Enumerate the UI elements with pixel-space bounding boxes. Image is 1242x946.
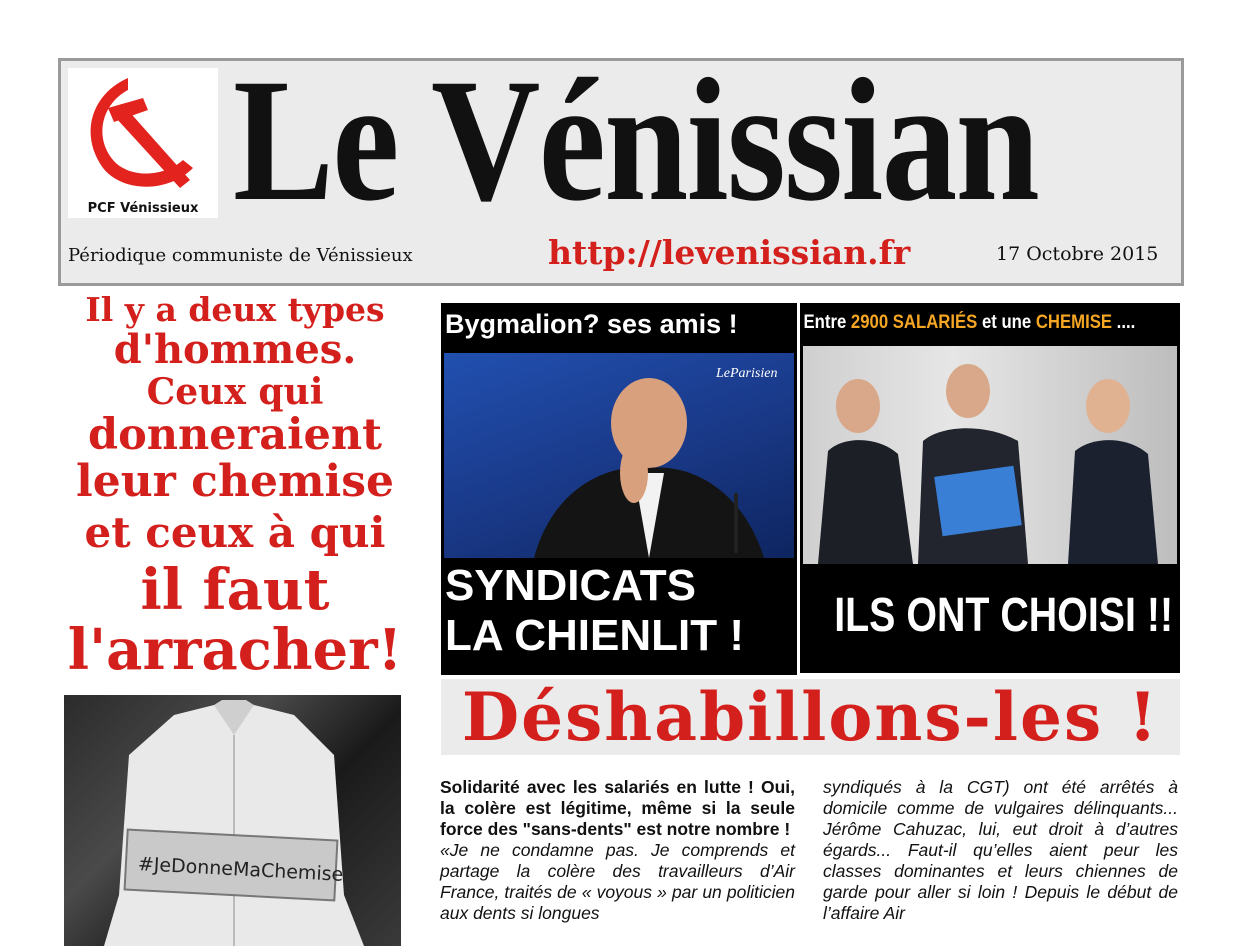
quote-line: d'hommes. (113, 326, 357, 373)
quote-line: Il y a deux types (85, 290, 385, 329)
panel-footer (445, 561, 793, 661)
shirt-photo (64, 695, 401, 946)
shirt-sign-text: #JeDonneMaChemise (137, 853, 344, 886)
website-link[interactable]: http://levenissian.fr (548, 233, 911, 272)
panel-header: Entre 2900 SALARIÉS et une CHEMISE .... (803, 312, 1136, 333)
government-panel (800, 303, 1180, 673)
newspaper-title: Le Vénissian (233, 43, 1039, 238)
sarkozy-photo (444, 353, 794, 558)
quote-line: donneraient (88, 410, 382, 460)
article-column-2 (823, 777, 1178, 924)
sarkozy-panel (441, 303, 797, 675)
panel-header: Bygmalion? ses amis ! (445, 309, 738, 339)
politicians-photo (803, 346, 1177, 564)
main-headline: Déshabillons-les ! (461, 678, 1160, 756)
article-column-1 (440, 777, 795, 924)
panel-footer: ILS ONT CHOISI !! (834, 589, 1174, 642)
masthead (58, 43, 1184, 286)
quote-line: leur chemise (75, 456, 394, 507)
quote-block (55, 290, 415, 683)
footer-line: SYNDICATS (445, 561, 696, 610)
issue-date: 17 Octobre 2015 (996, 243, 1159, 265)
shirt-illustration (64, 695, 401, 946)
quote-line: il faut (140, 557, 330, 623)
quote-line: Ceux qui (146, 371, 324, 413)
quote-line: l'arracher! (67, 617, 403, 683)
subtitle: Périodique communiste de Vénissieux (68, 245, 413, 266)
pcf-logo (68, 68, 218, 218)
headline-box (441, 679, 1180, 755)
logo-caption: PCF Vénissieux (87, 201, 199, 216)
photo-watermark: LeParisien (716, 366, 778, 381)
hammer-sickle-icon (68, 68, 218, 198)
article-body: «Je ne condamne pas. Je comprends et partage la colère des travailleurs d’Air France, traités de « voyous » par un politicien aux dents si longues (440, 840, 795, 923)
quote-line: et ceux à qui (84, 508, 386, 557)
article-lead: Solidarité avec les salariés en lutte ! Oui, la colère est légitime, même si la seule force des "sans-dents" est notre nombre ! (440, 777, 795, 839)
article-body: syndiqués à la CGT) ont été arrêtés à domicile comme de vulgaires délinquants... Jérôme Cahuzac, lui, eut droit à d’autres égards... Faut-il qu’elles aient peur les classes dominantes et leurs chiennes de garde pour aller si loin ! Depuis le début de l’affaire Air (823, 777, 1178, 923)
footer-line: LA CHIENLIT ! (445, 611, 744, 660)
